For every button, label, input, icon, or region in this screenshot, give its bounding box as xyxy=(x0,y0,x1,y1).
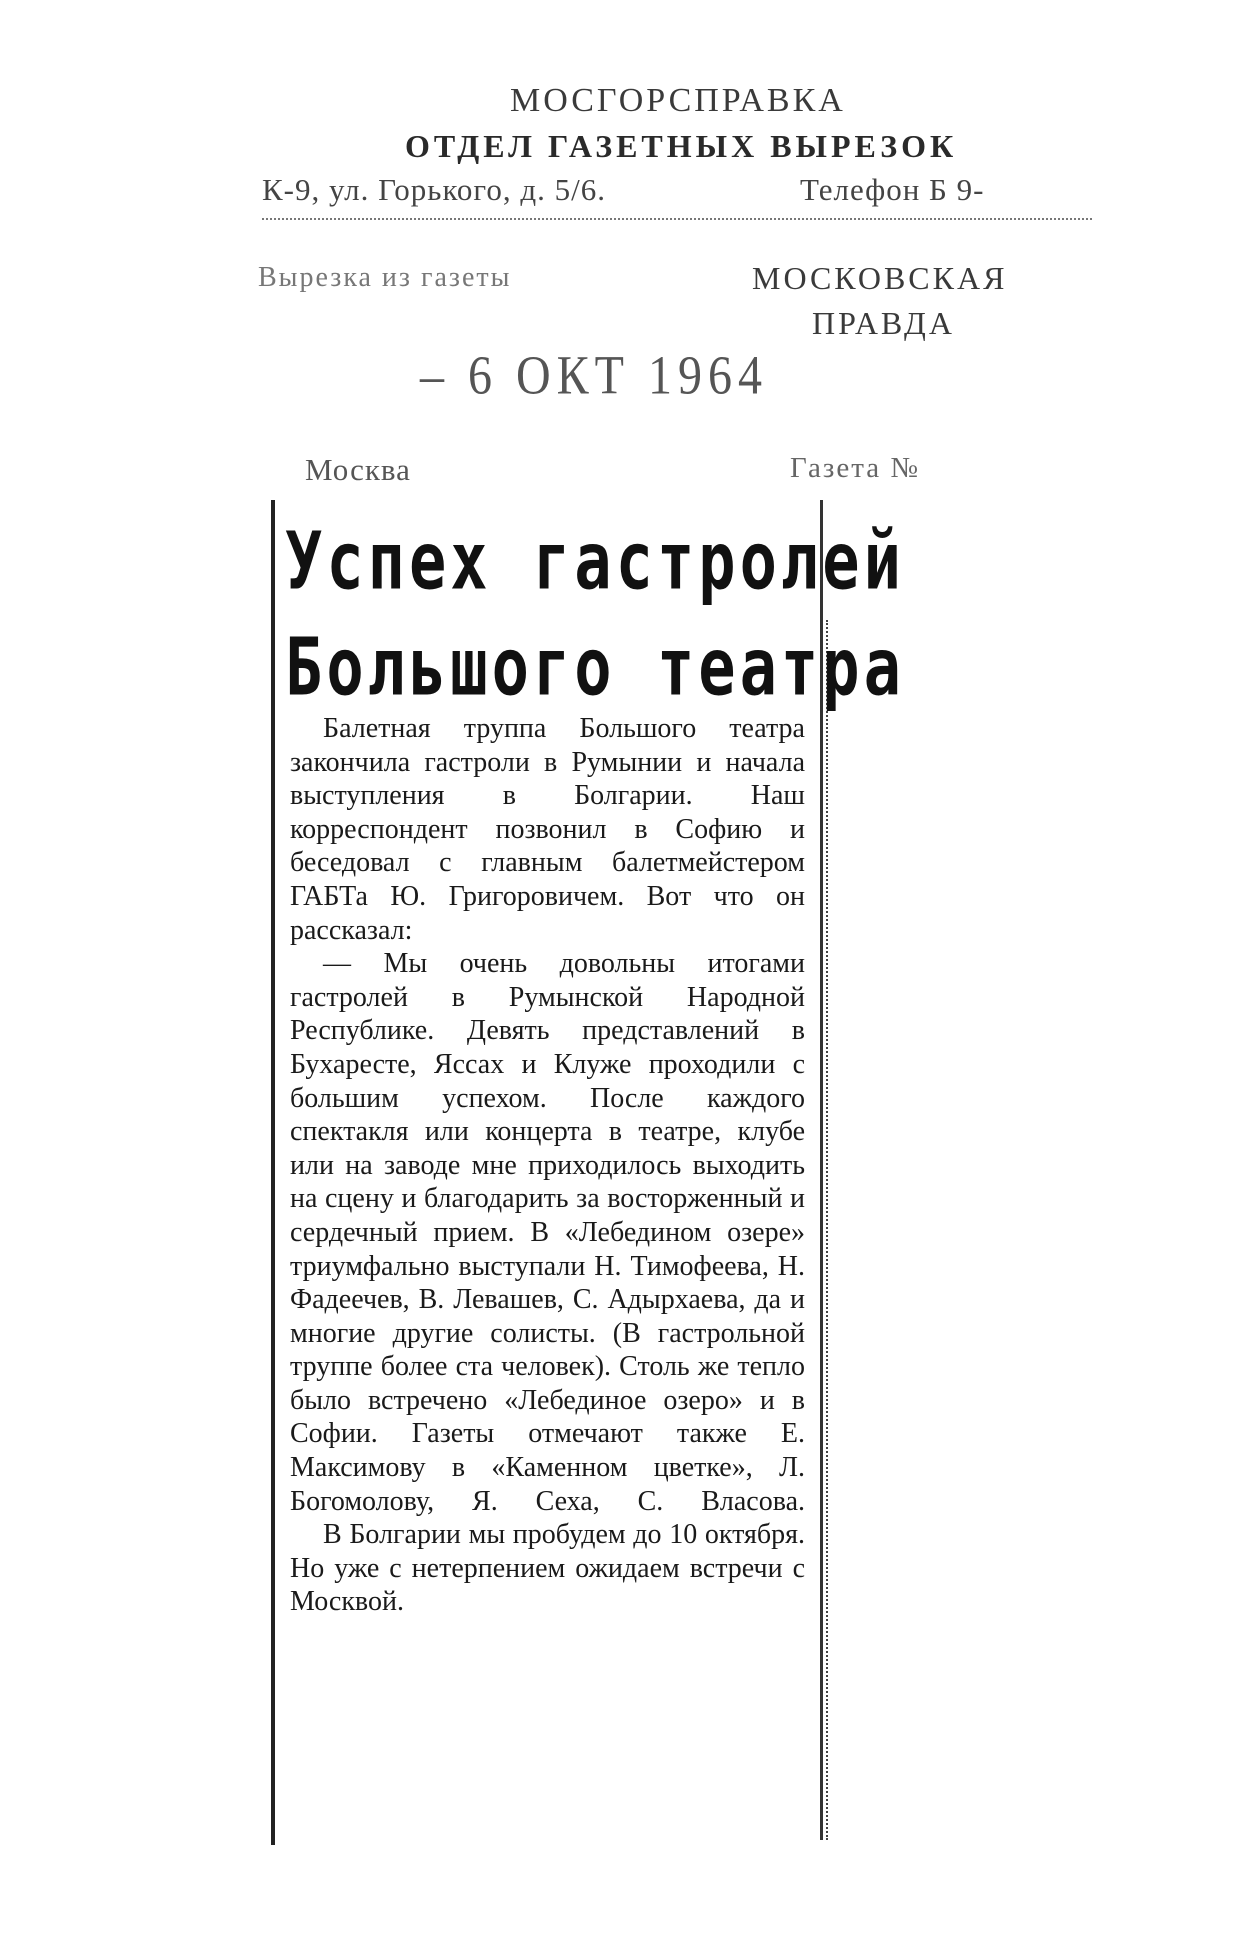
phone-number: Телефон Б 9- xyxy=(800,172,985,207)
clipping-right-edge-dotted xyxy=(826,620,828,1840)
date-stamp: – 6 ОКТ 1964 xyxy=(420,345,768,406)
department-name: ОТДЕЛ ГАЗЕТНЫХ ВЫРЕЗОК xyxy=(405,128,958,164)
article-headline-line1: Успех гастролей xyxy=(285,514,905,608)
article-paragraph-2: — Мы очень довольны итогами гастролей в Румынской Народной Республике. Девять представлений в Бухаресте, Яссах и Клуже проходили с большим успехом. После каждого спектакля или концерта в театре, клубе или на заводе мне приходилось выходить на сцену и благодарить за восторженный и сердечный прием. В «Лебедином озере» триумфально выступали Н. Тимофеева, Н. Фадеечев, В. Левашев, С. Адырхаева, да и многие другие солисты. (В гастрольной труппе более ста человек). Столь же тепло было встречено «Лебединое озеро» и в Софии. Газеты отмечают также Е. Максимову в «Каменном цветке», Л. Богомолову, Я. Сеха, С. Власова. xyxy=(290,948,805,1517)
clipping-label: Вырезка из газеты xyxy=(258,262,512,293)
article-headline-line2: Большого театра xyxy=(285,620,905,714)
organization-name: МОСГОРСПРАВКА xyxy=(510,82,846,119)
article-paragraph-3: В Болгарии мы пробудем до 10 октября. Но уже с нетерпением ожидаем встречи с Москвой. xyxy=(290,1519,805,1618)
newspaper-name-line2: ПРАВДА xyxy=(812,305,955,341)
newspaper-name-line1: МОСКОВСКАЯ xyxy=(752,260,1008,296)
header-divider xyxy=(262,218,1092,220)
article-body xyxy=(290,712,805,1619)
article-paragraph-1: Балетная труппа Большого театра закончила гастроли в Румынии и начала выступления в Болгарии. Наш корреспондент позвонил в Софию и беседовал с главным балетмейстером ГАБТа Ю. Григоровичем. Вот что он рассказал: xyxy=(290,713,805,946)
address: К-9, ул. Горького, д. 5/6. xyxy=(262,172,607,207)
clipping-left-edge xyxy=(271,500,275,1845)
issue-number-label: Газета № xyxy=(790,452,921,484)
city-label: Москва xyxy=(305,452,411,487)
